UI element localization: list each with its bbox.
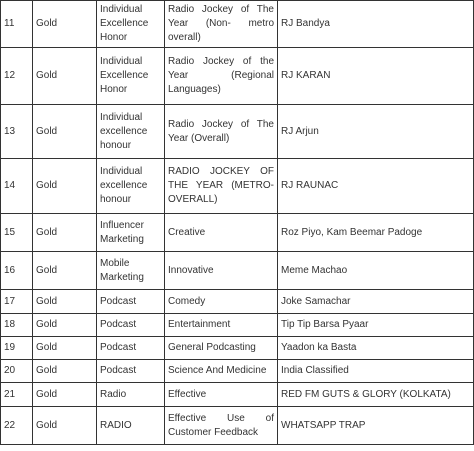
winner-cell: India Classified xyxy=(278,360,474,383)
type-cell: Podcast xyxy=(97,314,165,337)
awards-table-body xyxy=(1,1,474,445)
prize-cell: Gold xyxy=(33,290,97,314)
category-cell: RADIO JOCKEY OF THE YEAR (METRO-OVERALL) xyxy=(165,159,278,214)
winner-cell: Yaadon ka Basta xyxy=(278,337,474,360)
prize-cell: Gold xyxy=(33,383,97,407)
type-cell: Podcast xyxy=(97,337,165,360)
prize-cell: Gold xyxy=(33,360,97,383)
type-cell: Individual excellence honour xyxy=(97,159,165,214)
winner-cell: RJ RAUNAC xyxy=(278,159,474,214)
category-cell: Radio Jockey of The Year (Overall) xyxy=(165,105,278,159)
table-row xyxy=(1,252,474,290)
winner-cell: RED FM GUTS & GLORY (KOLKATA) xyxy=(278,383,474,407)
row-number: 18 xyxy=(1,314,33,337)
table-row xyxy=(1,383,474,407)
winner-cell: Joke Samachar xyxy=(278,290,474,314)
row-number: 17 xyxy=(1,290,33,314)
category-cell: Effective xyxy=(165,383,278,407)
prize-cell: Gold xyxy=(33,252,97,290)
type-cell: Influencer Marketing xyxy=(97,214,165,252)
row-number: 14 xyxy=(1,159,33,214)
prize-cell: Gold xyxy=(33,337,97,360)
category-cell: Creative xyxy=(165,214,278,252)
type-cell: Radio xyxy=(97,383,165,407)
winner-cell: Tip Tip Barsa Pyaar xyxy=(278,314,474,337)
type-cell: Individual Excellence Honor xyxy=(97,1,165,48)
row-number: 12 xyxy=(1,48,33,105)
row-number: 20 xyxy=(1,360,33,383)
row-number: 21 xyxy=(1,383,33,407)
prize-cell: Gold xyxy=(33,1,97,48)
row-number: 16 xyxy=(1,252,33,290)
type-cell: RADIO xyxy=(97,407,165,445)
table-row xyxy=(1,314,474,337)
row-number: 11 xyxy=(1,1,33,48)
table-row xyxy=(1,159,474,214)
table-row xyxy=(1,360,474,383)
table-row xyxy=(1,105,474,159)
prize-cell: Gold xyxy=(33,314,97,337)
winner-cell: RJ Arjun xyxy=(278,105,474,159)
winner-cell: RJ KARAN xyxy=(278,48,474,105)
row-number: 15 xyxy=(1,214,33,252)
prize-cell: Gold xyxy=(33,159,97,214)
table-row xyxy=(1,290,474,314)
type-cell: Podcast xyxy=(97,290,165,314)
type-cell: Individual Excellence Honor xyxy=(97,48,165,105)
table-row xyxy=(1,48,474,105)
winner-cell: RJ Bandya xyxy=(278,1,474,48)
type-cell: Mobile Marketing xyxy=(97,252,165,290)
prize-cell: Gold xyxy=(33,407,97,445)
table-row xyxy=(1,407,474,445)
row-number: 22 xyxy=(1,407,33,445)
table-row xyxy=(1,1,474,48)
prize-cell: Gold xyxy=(33,48,97,105)
category-cell: Radio Jockey of the Year (Regional Languages) xyxy=(165,48,278,105)
winner-cell: Meme Machao xyxy=(278,252,474,290)
row-number: 19 xyxy=(1,337,33,360)
category-cell: Innovative xyxy=(165,252,278,290)
table-row xyxy=(1,337,474,360)
winner-cell: WHATSAPP TRAP xyxy=(278,407,474,445)
type-cell: Podcast xyxy=(97,360,165,383)
prize-cell: Gold xyxy=(33,214,97,252)
category-cell: General Podcasting xyxy=(165,337,278,360)
row-number: 13 xyxy=(1,105,33,159)
prize-cell: Gold xyxy=(33,105,97,159)
winner-cell: Roz Piyo, Kam Beemar Padoge xyxy=(278,214,474,252)
category-cell: Effective Use of Customer Feedback xyxy=(165,407,278,445)
category-cell: Comedy xyxy=(165,290,278,314)
category-cell: Science And Medicine xyxy=(165,360,278,383)
category-cell: Entertainment xyxy=(165,314,278,337)
category-cell: Radio Jockey of The Year (Non- metro overall) xyxy=(165,1,278,48)
table-row xyxy=(1,214,474,252)
type-cell: Individual excellence honour xyxy=(97,105,165,159)
